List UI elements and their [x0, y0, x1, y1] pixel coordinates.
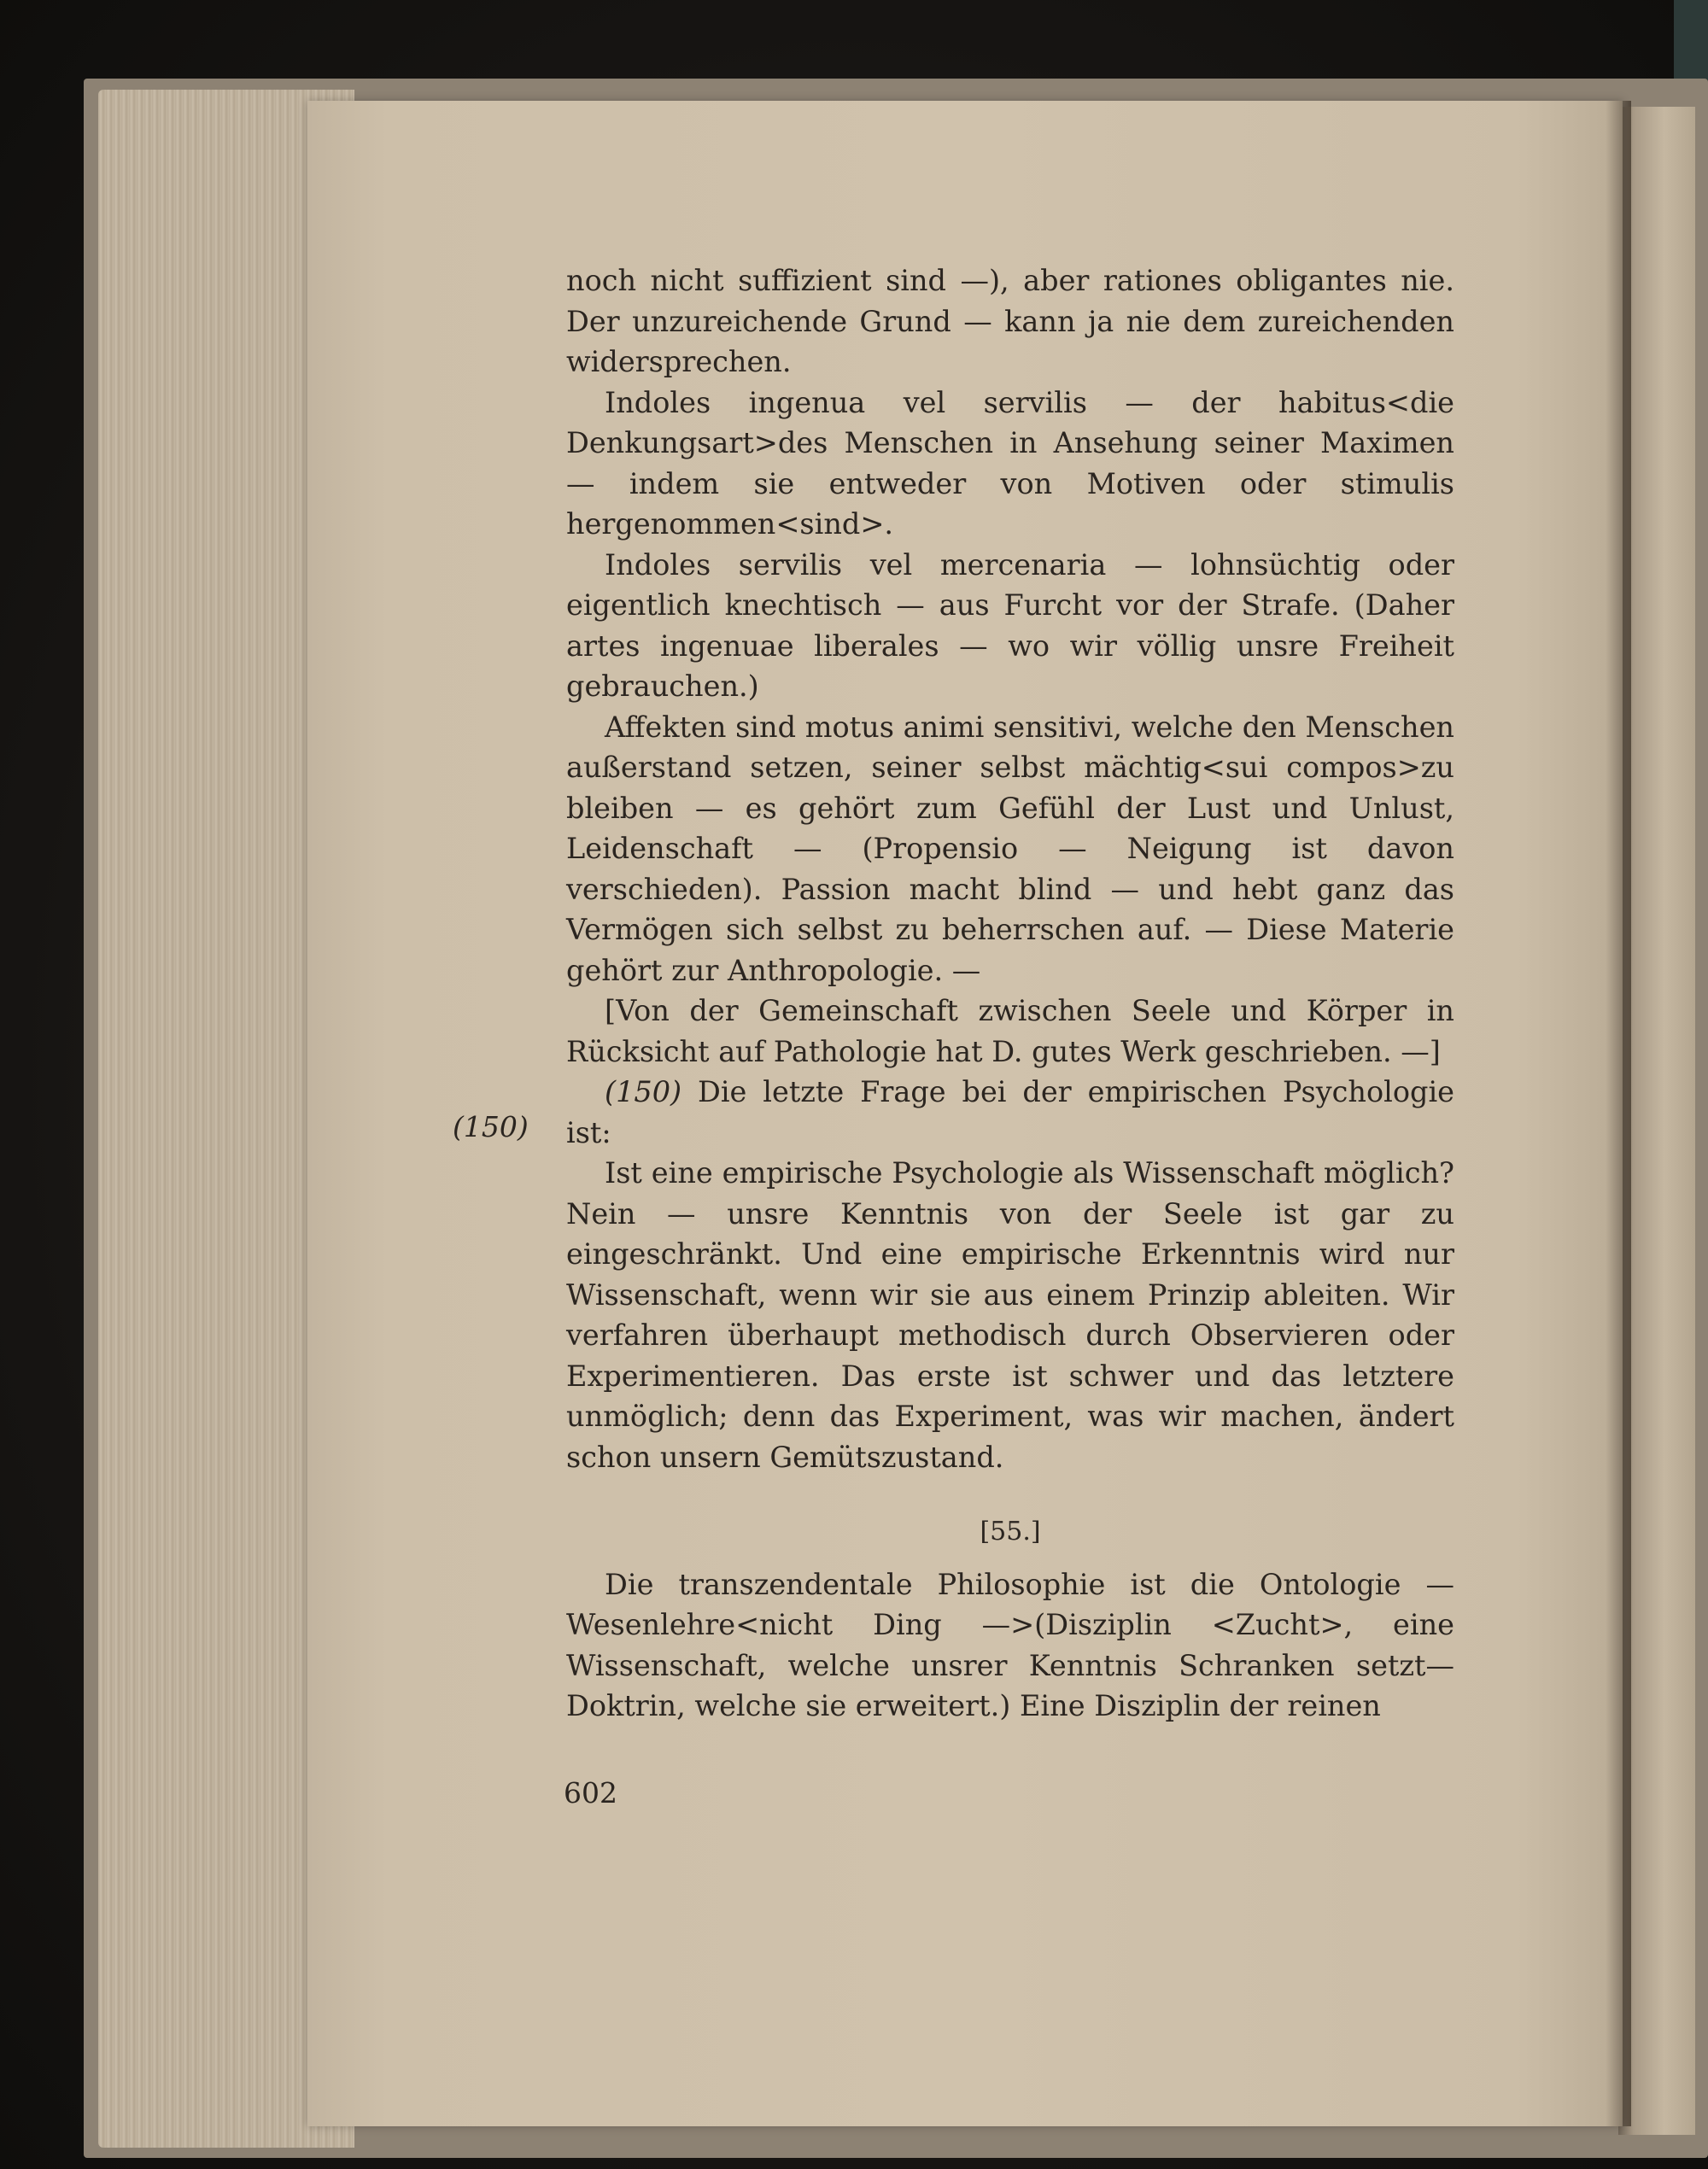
paragraph-text: Die letzte Frage bei der empirischen Psychologie ist:: [566, 1075, 1454, 1149]
paragraph: [Von der Gemeinschaft zwischen Seele und Körper in Rücksicht auf Pathologie hat D. gutes Werk geschrieben. —]: [566, 994, 1454, 1068]
background-object: [1674, 0, 1708, 85]
margin-note: (150): [453, 1110, 529, 1143]
paragraph: Die transzendentale Philosophie ist die Ontologie — Wesenlehre<nicht Ding —>(Disziplin <Zucht>, eine Wissenschaft, welche unsrer Kenntnis Schranken setzt— Doktrin, welche sie erweitert.) Eine Disziplin der reinen: [566, 1567, 1454, 1722]
inline-section-marker: (150): [605, 1075, 682, 1108]
page-number: 602: [564, 1776, 617, 1809]
paragraph-with-marker: [566, 1072, 1454, 1153]
paragraph: Affekten sind motus animi sensitivi, welche den Menschen außerstand setzen, seiner selbst mächtig<sui compos>zu bleiben — es gehört zum Gefühl der Lust und Unlust, Leidenschaft — (Propensio — Neigung ist davon verschieden). Passion macht blind — und hebt ganz das Vermögen sich selbst zu beherrschen auf. — Diese Materie gehört zur Anthropologie. —: [566, 710, 1454, 987]
page-body-text: [566, 260, 1454, 1727]
paragraph: Ist eine empirische Psychologie als Wissenschaft möglich? Nein — unsre Kenntnis von der Seele ist gar zu eingeschränkt. Und eine empirische Erkenntnis wird nur Wissenschaft, wenn wir sie aus einem Prinzip ableiten. Wir verfahren überhaupt methodisch durch Observieren oder Experimentieren. Das erste ist schwer und das letztere unmöglich; denn das Experiment, was wir machen, ändert schon unsern Gemütszustand.: [566, 1156, 1454, 1474]
paragraph: Indoles servilis vel mercenaria — lohnsüchtig oder eigentlich knechtisch — aus Furcht vor der Strafe. (Daher artes ingenuae liberales — wo wir völlig unsre Freiheit gebrauchen.): [566, 547, 1454, 703]
paragraph: Indoles ingenua vel servilis — der habitus<die Denkungsart>des Menschen in Ansehung seiner Maximen — indem sie entweder von Motiven oder stimulis hergenommen<sind>.: [566, 385, 1454, 541]
page-gutter-shadow: [1606, 101, 1631, 2126]
section-heading: [55.]: [980, 1517, 1041, 1546]
paragraph: noch nicht suffizient sind —), aber rationes obligantes nie. Der unzureichende Grund — kann ja nie dem zureichenden widersprechen.: [566, 264, 1454, 378]
